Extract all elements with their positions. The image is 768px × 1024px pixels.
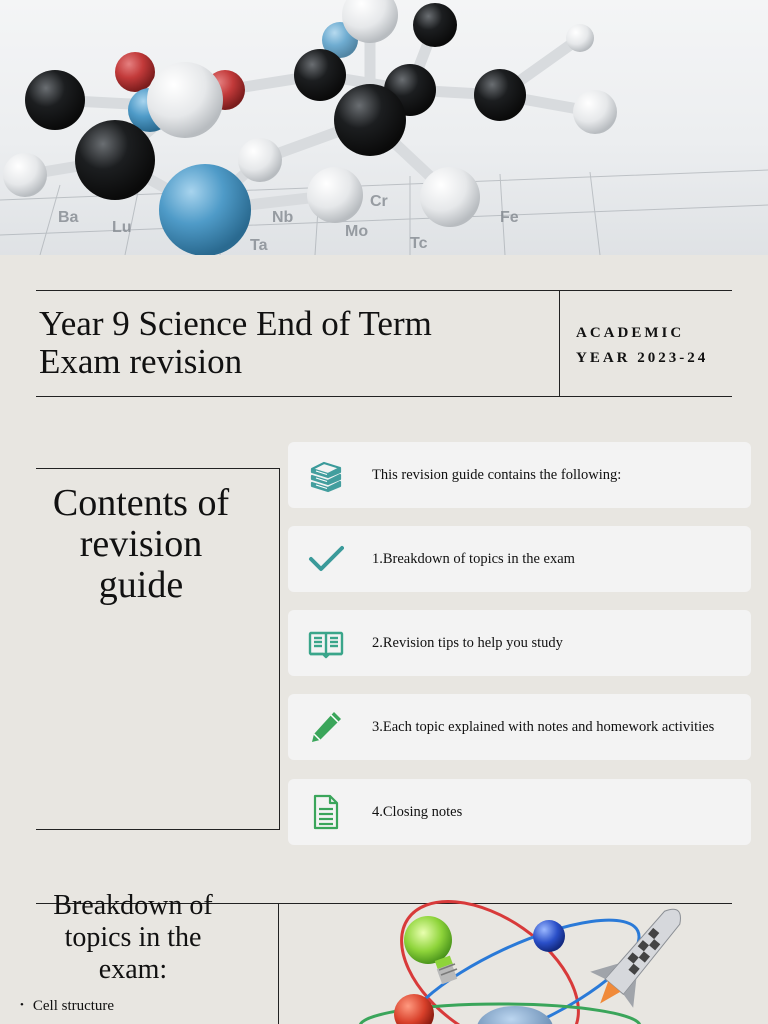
contents-card-intro: [288, 442, 751, 508]
hero-image: [0, 0, 768, 255]
atom-rocket-lightbulb-illustration: [340, 896, 740, 1024]
svg-text:Mo: Mo: [345, 223, 369, 240]
contents-card-text: 3.Each topic explained with notes and homework activities: [372, 718, 715, 735]
document-title-line1: Year 9 Science End of Term: [39, 304, 432, 343]
document-title-line2: Exam revision: [39, 342, 243, 381]
academic-year-line1: ACADEMIC: [576, 325, 685, 341]
molecule-model-illustration: [0, 0, 768, 255]
contents-card-text: 2.Revision tips to help you study: [372, 634, 563, 651]
topic-list: [20, 998, 114, 1015]
contents-heading-line2: revision: [79, 523, 203, 565]
svg-text:Tc: Tc: [410, 235, 428, 252]
contents-card-text: 4.Closing notes: [372, 803, 463, 820]
contents-heading-line3: guide: [98, 564, 184, 606]
svg-text:Ba: Ba: [58, 209, 79, 226]
contents-card-text: 1.Breakdown of topics in the exam: [372, 550, 575, 567]
contents-divider: [279, 469, 280, 829]
science-clipart: [340, 896, 740, 1024]
stacked-books-icon: [308, 457, 344, 493]
contents-heading: [36, 483, 246, 606]
list-item: • Cell structure: [20, 998, 114, 1015]
contents-card-topics: [288, 694, 751, 760]
contents-card-breakdown: [288, 526, 751, 592]
open-book-icon: [308, 625, 344, 661]
svg-text:Fe: Fe: [500, 209, 519, 226]
svg-text:Cr: Cr: [370, 193, 388, 210]
academic-year-line2: YEAR 2023-24: [576, 350, 709, 366]
document-icon: [308, 794, 344, 830]
contents-card-text: This revision guide contains the following:: [372, 466, 622, 483]
svg-text:Ta: Ta: [250, 237, 268, 254]
breakdown-heading-line3: exam:: [98, 954, 168, 985]
contents-heading-line1: Contents of: [52, 482, 230, 524]
title-block: [36, 290, 732, 397]
contents-card-tips: [288, 610, 751, 676]
svg-text:Nb: Nb: [272, 209, 294, 226]
checkmark-icon: [308, 541, 344, 577]
svg-text:Lu: Lu: [112, 219, 132, 236]
breakdown-vertical-divider: [278, 903, 279, 1024]
title-divider: [559, 291, 560, 397]
breakdown-heading: [36, 890, 230, 986]
pencil-icon: [308, 709, 344, 745]
academic-year: [576, 321, 708, 371]
document-title: [39, 305, 539, 381]
breakdown-heading-line2: topics in the: [64, 922, 202, 953]
breakdown-heading-line1: Breakdown of: [53, 890, 213, 921]
contents-card-closing: [288, 779, 751, 845]
